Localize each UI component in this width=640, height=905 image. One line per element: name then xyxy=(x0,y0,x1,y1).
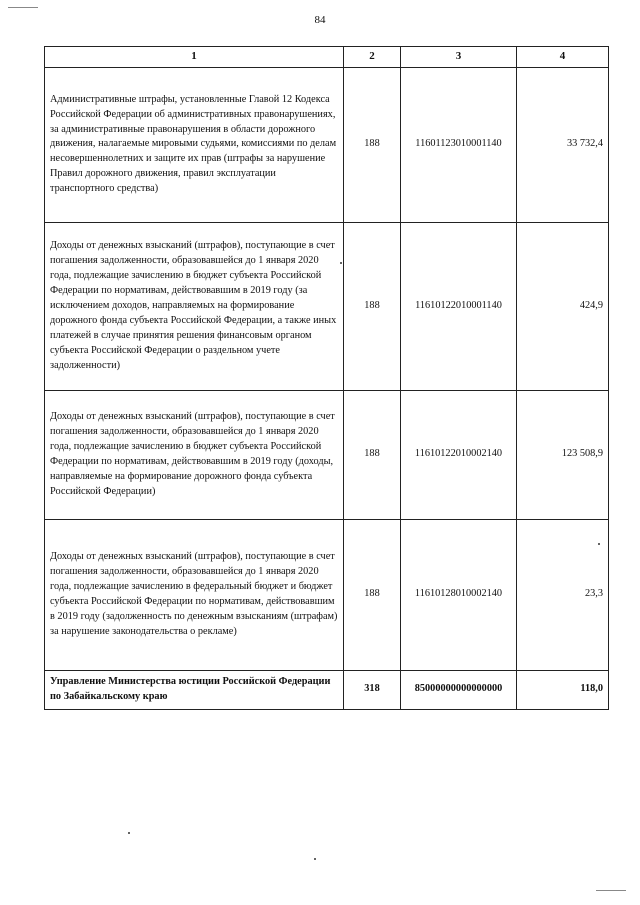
row-description: Доходы от денежных взысканий (штрафов), поступающие в счет погашения задолженности, образовавшейся до 1 января 2020 года, подлежащие зачислению в бюджет субъекта Российской Федерации по нормативам, действовавшим в 2019 году (доходы, направляемые на формирование дорожного фонда субъекта Российской Федерации) xyxy=(45,390,344,519)
page-number: 84 xyxy=(314,14,326,26)
total-description: Управление Министерства юстиции Российской Федерации по Забайкальскому краю xyxy=(45,670,344,709)
total-amount: 118,0 xyxy=(517,670,609,709)
row-kbk-code: 11610122010001140 xyxy=(401,222,517,390)
scan-speck xyxy=(128,832,130,834)
total-kbk-code: 85000000000000000 xyxy=(401,670,517,709)
column-header-3: 3 xyxy=(401,47,517,68)
table-header-row xyxy=(45,47,609,68)
row-kbk-code: 11610128010002140 xyxy=(401,519,517,670)
scan-speck xyxy=(598,543,600,545)
row-kbk-code: 11601123010001140 xyxy=(401,67,517,222)
revenue-table xyxy=(44,46,609,710)
table-row xyxy=(45,519,609,670)
row-admin-code: 188 xyxy=(344,519,401,670)
column-header-2: 2 xyxy=(344,47,401,68)
row-description: Административные штрафы, установленные Главой 12 Кодекса Российской Федерации об административных правонарушениях, за административные правонарушения в области дорожного движения, налагаемые мировыми судьями, комиссиями по делам несовершеннолетних и защите их прав (штрафы за нарушение Правил дорожного движения, правил эксплуатации транспортного средства) xyxy=(45,67,344,222)
scan-speck xyxy=(340,262,342,264)
row-amount: 33 732,4 xyxy=(517,67,609,222)
table-row xyxy=(45,390,609,519)
table-row xyxy=(45,67,609,222)
scan-mark-bottom xyxy=(596,890,626,891)
scan-mark-top xyxy=(8,7,38,8)
column-header-4: 4 xyxy=(517,47,609,68)
scan-speck xyxy=(314,858,316,860)
row-admin-code: 188 xyxy=(344,390,401,519)
row-description: Доходы от денежных взысканий (штрафов), поступающие в счет погашения задолженности, образовавшейся до 1 января 2020 года, подлежащие зачислению в федеральный бюджет и бюджет субъекта Российской Федерации по нормативам, действовавшим в 2019 году (задолженность по денежным взысканиям (штрафам) за нарушение законодательства о рекламе) xyxy=(45,519,344,670)
total-admin-code: 318 xyxy=(344,670,401,709)
total-row xyxy=(45,670,609,709)
column-header-1: 1 xyxy=(45,47,344,68)
row-kbk-code: 11610122010002140 xyxy=(401,390,517,519)
row-admin-code: 188 xyxy=(344,67,401,222)
row-amount: 424,9 xyxy=(517,222,609,390)
row-amount: 123 508,9 xyxy=(517,390,609,519)
row-amount: 23,3 xyxy=(517,519,609,670)
row-description: Доходы от денежных взысканий (штрафов), поступающие в счет погашения задолженности, образовавшейся до 1 января 2020 года, подлежащие зачислению в бюджет субъекта Российской Федерации по нормативам, действовавшим в 2019 году (за исключением доходов, направляемых на формирование дорожного фонда субъекта Российской Федерации, а также иных платежей в случае принятия решения финансовым органом субъекта Российской Федерации о раздельном учете задолженности) xyxy=(45,222,344,390)
row-admin-code: 188 xyxy=(344,222,401,390)
table-row xyxy=(45,222,609,390)
